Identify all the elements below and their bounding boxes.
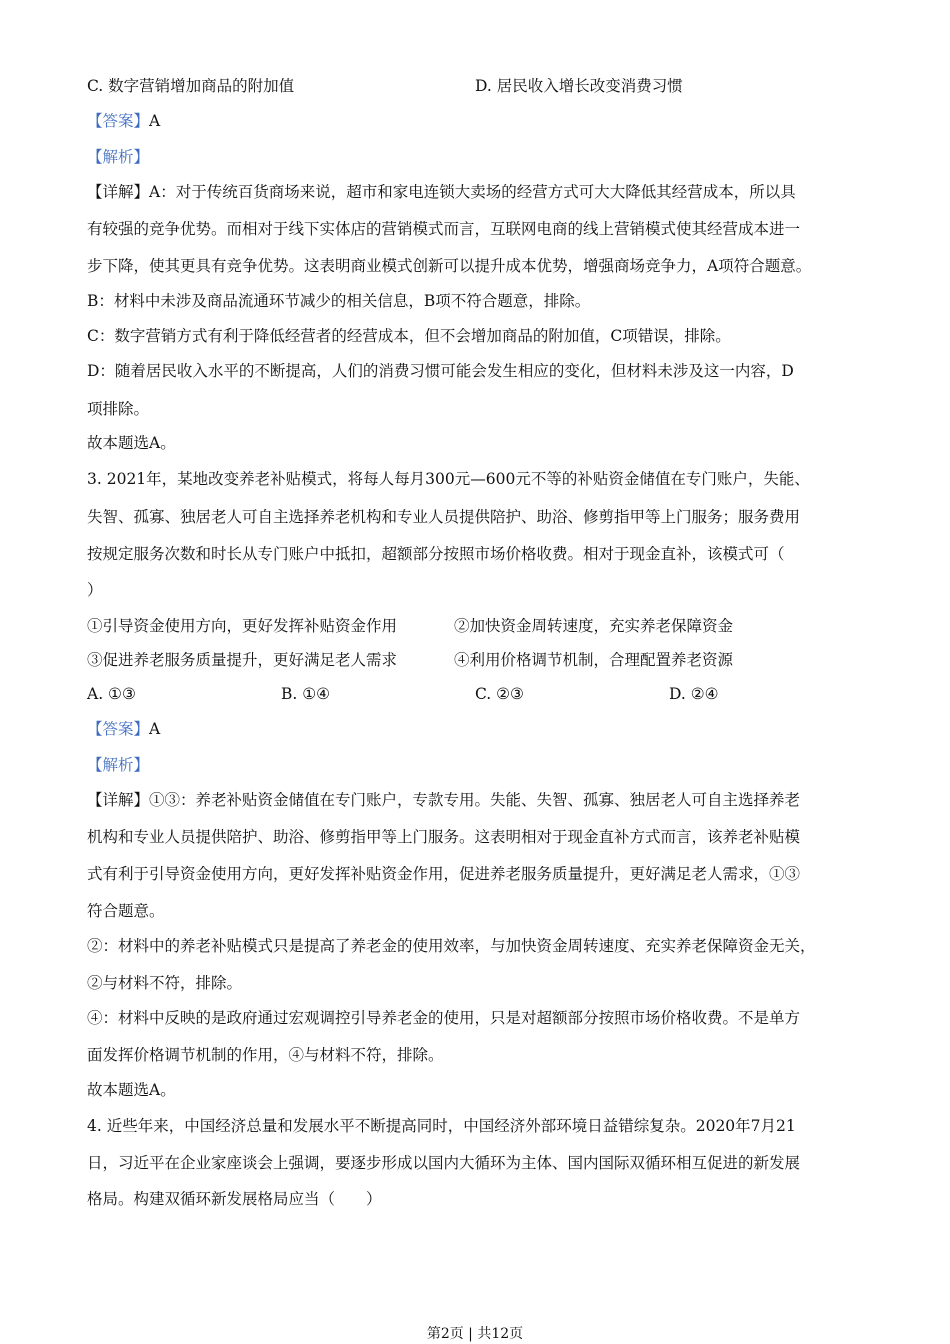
detail-line: 步下降，使其更具有竞争优势。这表明商业模式创新可以提升成本优势，增强商场竞争力，A项符合题意。 xyxy=(87,257,812,275)
analysis-tag: 【解析】 xyxy=(87,148,150,166)
page-footer: 第2页 | 共12页 xyxy=(426,1326,524,1342)
detail-line: C：数字营销方式有利于降低经营者的经营成本，但不会增加商品的附加值，C项错误，排除。 xyxy=(87,327,731,345)
conclusion-line: 故本题选A。 xyxy=(87,434,176,452)
statement-item: ③促进养老服务质量提升，更好满足老人需求 xyxy=(87,651,398,669)
question-stem: 日，习近平在企业家座谈会上强调，要逐步形成以国内大循环为主体、国内国际双循环相互促进的新发展 xyxy=(87,1154,801,1172)
detail-tag: 【详解】 xyxy=(87,183,150,201)
question-stem: 按规定服务次数和时长从专门账户中抵扣，超额部分按照市场价格收费。相对于现金直补，该模式可（ xyxy=(87,545,785,563)
choice-a: A. ①③ xyxy=(87,685,136,703)
choice-d: D. ②④ xyxy=(669,685,719,703)
choice-c: C. ②③ xyxy=(475,685,524,703)
answer-value: A xyxy=(149,720,161,738)
detail-text: A：对于传统百货商场来说，超市和家电连锁大卖场的经营方式可大大降低其经营成本，所以具 xyxy=(149,183,796,201)
answer-tag: 【答案】 xyxy=(87,112,150,130)
detail-line: ②：材料中的养老补贴模式只是提高了养老金的使用效率，与加快资金周转速度、充实养老保障资金无关， xyxy=(87,937,816,955)
statement-item: ④利用价格调节机制，合理配置养老资源 xyxy=(454,651,734,669)
question-stem: 4. 近些年来，中国经济总量和发展水平不断提高同时，中国经济外部环境日益错综复杂。2020年7月21 xyxy=(87,1117,796,1135)
option-d: D. 居民收入增长改变消费习惯 xyxy=(475,77,683,95)
detail-line: 项排除。 xyxy=(87,400,150,418)
detail-line: 机构和专业人员提供陪护、助浴、修剪指甲等上门服务。这表明相对于现金直补方式而言，该养老补贴模 xyxy=(87,828,801,846)
detail-line xyxy=(87,182,796,202)
detail-tag: 【详解】 xyxy=(87,791,150,809)
detail-line: D：随着居民收入水平的不断提高，人们的消费习惯可能会发生相应的变化，但材料未涉及这一内容，D xyxy=(87,362,794,380)
analysis-tag: 【解析】 xyxy=(87,756,150,774)
detail-line: B：材料中未涉及商品流通环节减少的相关信息，B项不符合题意，排除。 xyxy=(87,292,591,310)
question-stem: 3. 2021年，某地改变养老补贴模式，将每人每月300元—600元不等的补贴资金储值在专门账户，失能、 xyxy=(87,470,810,488)
detail-line: ④：材料中反映的是政府通过宏观调控引导养老金的使用，只是对超额部分按照市场价格收费。不是单方 xyxy=(87,1009,801,1027)
answer-line xyxy=(87,111,160,131)
statement-item: ①引导资金使用方向，更好发挥补贴资金作用 xyxy=(87,617,398,635)
detail-line: 有较强的竞争优势。而相对于线下实体店的营销模式而言，互联网电商的线上营销模式使其经营成本进一 xyxy=(87,220,801,238)
question-stem: ） xyxy=(87,581,103,599)
answer-line xyxy=(87,719,160,739)
detail-line: 符合题意。 xyxy=(87,902,165,920)
detail-line: 面发挥价格调节机制的作用，④与材料不符，排除。 xyxy=(87,1046,444,1064)
detail-line xyxy=(87,790,800,810)
detail-text: ①③：养老补贴资金储值在专门账户，专款专用。失能、失智、孤寡、独居老人可自主选择养老 xyxy=(149,791,801,809)
option-c: C. 数字营销增加商品的附加值 xyxy=(87,77,295,95)
question-stem: 格局。构建双循环新发展格局应当（ ） xyxy=(87,1190,382,1208)
conclusion-line: 故本题选A。 xyxy=(87,1081,176,1099)
detail-line: ②与材料不符，排除。 xyxy=(87,974,243,992)
answer-value: A xyxy=(149,112,161,130)
answer-tag: 【答案】 xyxy=(87,720,150,738)
statement-item: ②加快资金周转速度，充实养老保障资金 xyxy=(454,617,734,635)
choice-b: B. ①④ xyxy=(281,685,331,703)
question-stem: 失智、孤寡、独居老人可自主选择养老机构和专业人员提供陪护、助浴、修剪指甲等上门服务；服务费用 xyxy=(87,508,801,526)
detail-line: 式有利于引导资金使用方向，更好发挥补贴资金作用，促进养老服务质量提升，更好满足老人需求，①③ xyxy=(87,865,801,883)
